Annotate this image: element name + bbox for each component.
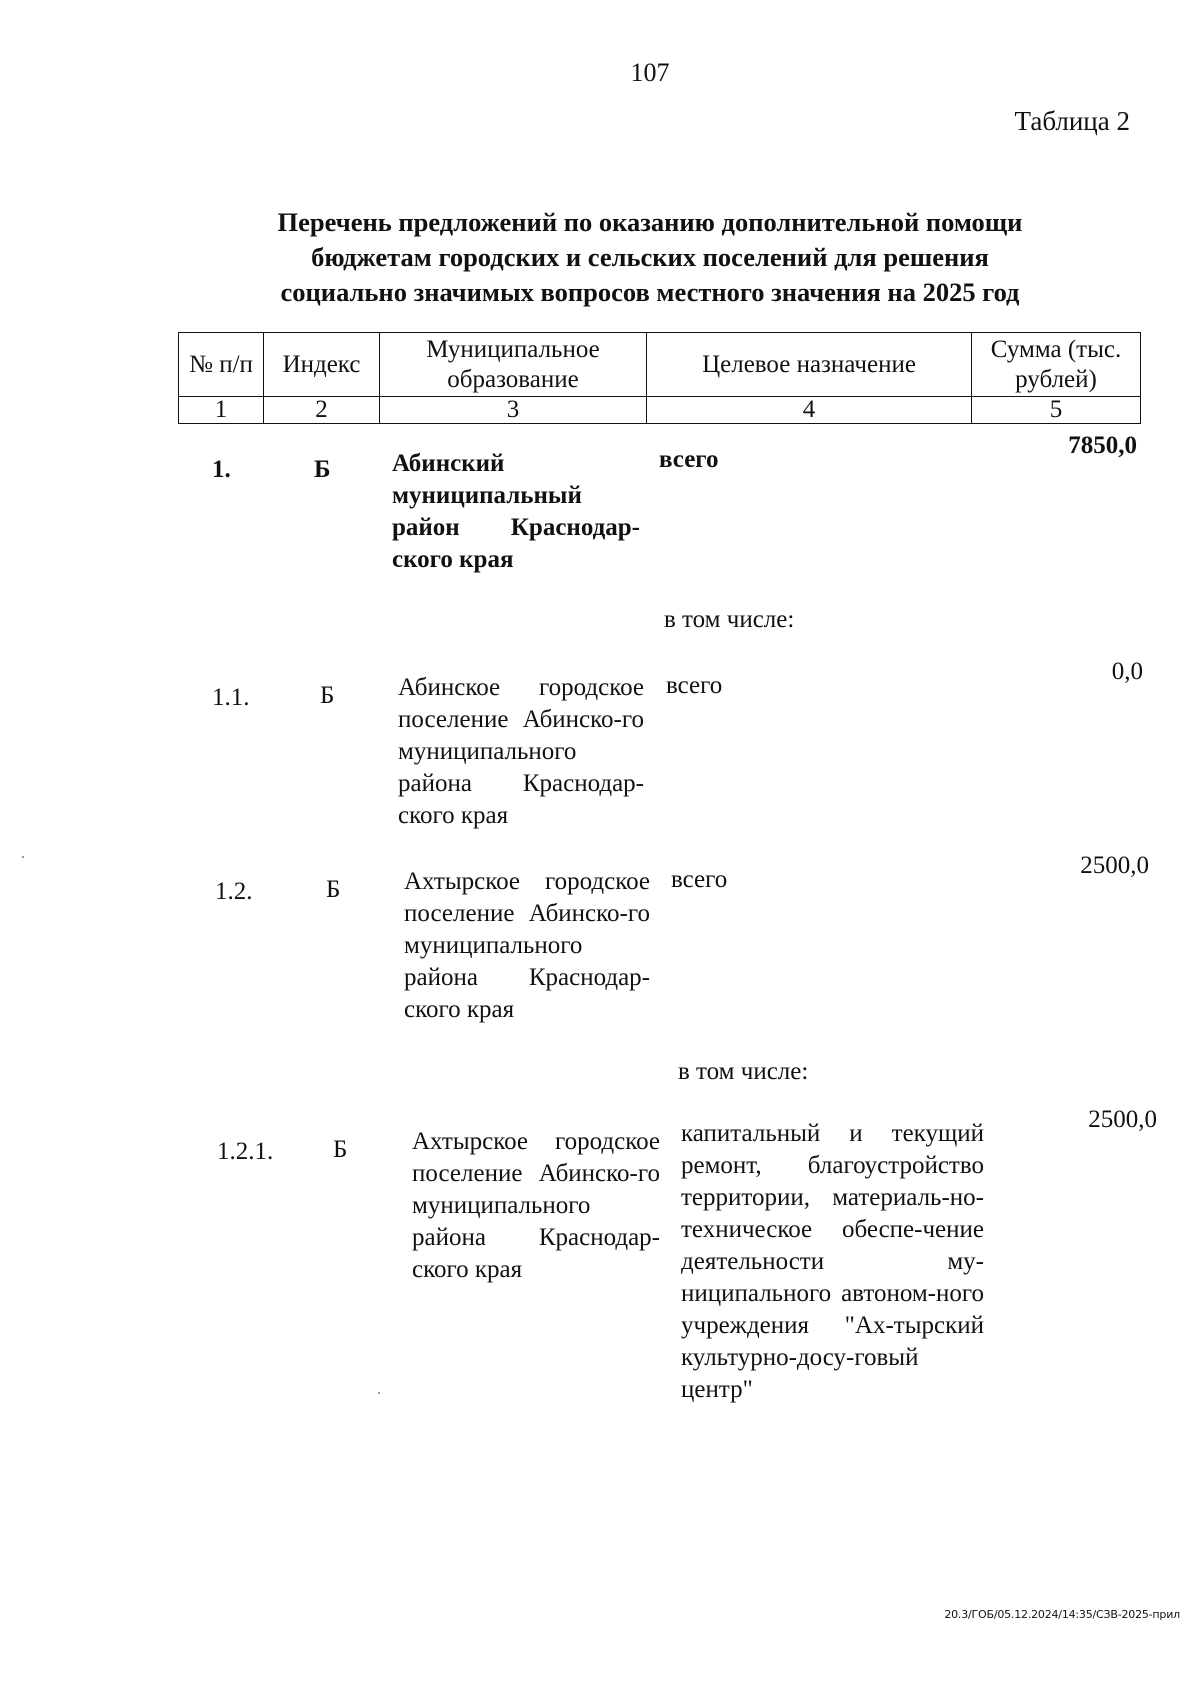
row-sum: 2500,0 [1080, 852, 1149, 879]
row-purpose: всего [659, 446, 719, 473]
table-label: Таблица 2 [1014, 106, 1130, 136]
row-purpose: всего [666, 672, 723, 699]
row-num: 1.2.1. [217, 1138, 274, 1165]
column-number: 4 [647, 397, 972, 424]
row-sum: 7850,0 [1068, 432, 1137, 459]
row-index: Б [314, 456, 331, 483]
row-num: 1. [212, 456, 231, 483]
table-header [178, 332, 1141, 424]
document-title [240, 205, 1060, 310]
column-number: 1 [179, 397, 264, 424]
column-number: 2 [264, 397, 380, 424]
row-index: Б [333, 1136, 348, 1163]
scan-speck [22, 856, 24, 858]
column-number: 5 [972, 397, 1141, 424]
title-line: бюджетам городских и сельских поселений для решения [311, 242, 989, 272]
title-line: социально значимых вопросов местного значения на 2025 год [280, 277, 1020, 307]
row-municipality: Абинский муниципальный район Краснодар-ского края [392, 450, 640, 573]
row-municipality: Абинское городское поселение Абинско-го муниципального района Краснодар-ского края [398, 674, 644, 829]
title-line: Перечень предложений по оказанию дополнительной помощи [277, 207, 1023, 237]
header-municipality: Муниципальное образование [380, 333, 647, 397]
document-code: 20.3/ГОБ/05.12.2024/14:35/СЗВ-2025-прил [944, 1608, 1180, 1621]
page-number: 107 [630, 58, 670, 87]
header-sum: Сумма (тыс. рублей) [972, 333, 1141, 397]
header-num: № п/п [179, 333, 264, 397]
row-purpose: капитальный и текущий ремонт, благоустройство территории, материаль-но-техническое обеспе-чение деятельности му-ниципального автоном-ного учреждения "Ах-тырский культурно-досу-говый центр" [681, 1120, 984, 1403]
row-index: Б [326, 876, 341, 903]
header-purpose: Целевое назначение [647, 333, 972, 397]
row-num: 1.1. [212, 684, 250, 711]
including-label: в том числе: [678, 1058, 809, 1085]
including-label: в том числе: [664, 606, 795, 633]
column-number: 3 [380, 397, 647, 424]
row-municipality: Ахтырское городское поселение Абинско-го муниципального района Краснодар-ского края [412, 1128, 660, 1283]
header-index: Индекс [264, 333, 380, 397]
row-sum: 0,0 [1111, 658, 1143, 685]
row-index: Б [320, 682, 335, 709]
row-purpose: всего [671, 866, 728, 893]
row-sum: 2500,0 [1088, 1106, 1157, 1133]
row-municipality: Ахтырское городское поселение Абинско-го муниципального района Краснодар-ского края [404, 868, 650, 1023]
scan-speck [378, 1392, 380, 1394]
row-num: 1.2. [215, 878, 253, 905]
